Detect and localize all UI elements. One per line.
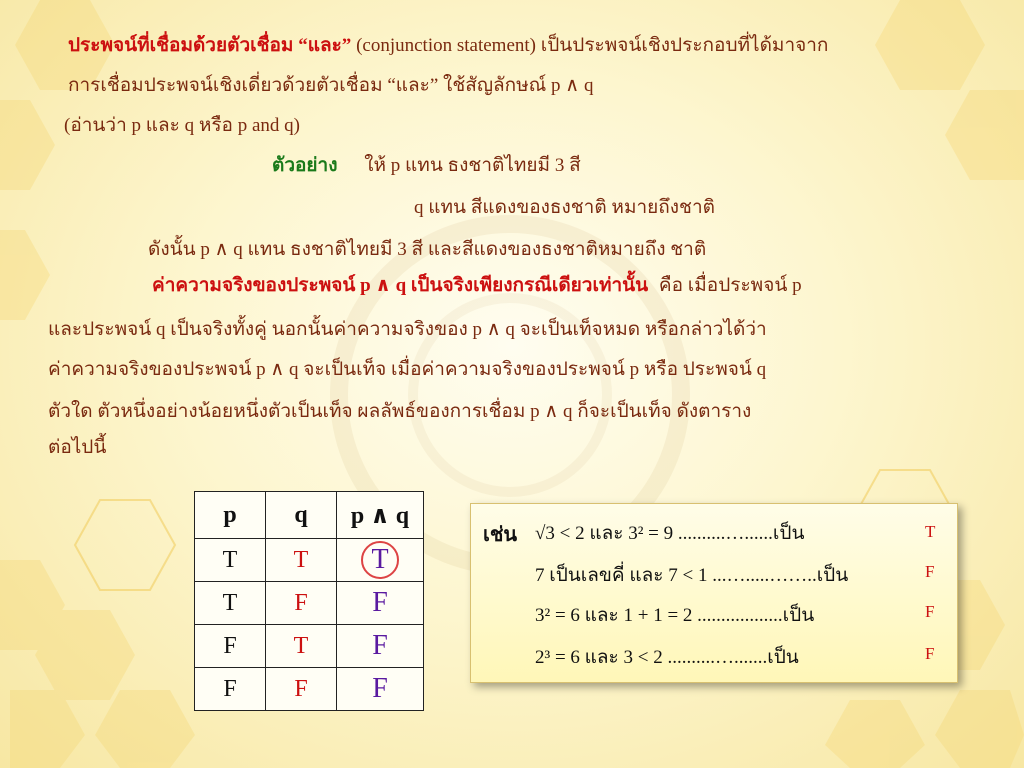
example-item-2: 7 เป็นเลขคี่ และ 7 < 1 ...….....……..เป็น xyxy=(535,565,849,586)
cell-q: F xyxy=(266,582,337,625)
cell-p: T xyxy=(195,582,266,625)
intro-line-3: (อ่านว่า p และ q หรือ p and q) xyxy=(64,115,300,136)
example-item-2-value: F xyxy=(925,562,935,581)
example-item-3: 3² = 6 และ 1 + 1 = 2 ..................เป็น xyxy=(535,605,815,626)
example-p-line xyxy=(272,150,581,180)
header-p-and-q: p ∧ q xyxy=(337,492,424,539)
cell-q: T xyxy=(266,539,337,582)
cell-result: F xyxy=(337,582,424,625)
example-q-line: q แทน สีแดงของธงชาติ หมายถึงชาติ xyxy=(414,197,715,218)
cell-result: F xyxy=(337,668,424,711)
intro-line-1-rest: (conjunction statement) เป็นประพจน์เชิงประกอบที่ได้มาจาก xyxy=(356,35,829,56)
table-row xyxy=(195,582,424,625)
truth-value-line-3: ค่าความจริงของประพจน์ p ∧ q จะเป็นเท็จ เมื่อค่าความจริงของประพจน์ p หรือ ประพจน์ q xyxy=(48,359,767,380)
example-label: ตัวอย่าง xyxy=(272,155,338,176)
example-item-1-value: T xyxy=(925,522,936,541)
example-item-3-value: F xyxy=(925,602,935,621)
header-p: p xyxy=(195,492,266,539)
truth-table xyxy=(194,491,424,711)
truth-value-line-2: และประพจน์ q เป็นจริงทั้งคู่ นอกนั้นค่าความจริงของ p ∧ q จะเป็นเท็จหมด หรือกล่าวได้ว่า xyxy=(48,319,767,340)
circled-result: T xyxy=(361,541,399,579)
conjunction-term: ประพจน์ที่เชื่อมด้วยตัวเชื่อม xyxy=(68,35,294,56)
examples-box xyxy=(470,503,958,683)
table-row xyxy=(195,625,424,668)
cell-result xyxy=(337,539,424,582)
cell-result: F xyxy=(337,625,424,668)
and-quote: “และ” xyxy=(298,35,352,56)
truth-table-header xyxy=(195,492,424,539)
intro-line-2: การเชื่อมประพจน์เชิงเดี่ยวด้วยตัวเชื่อม “และ” ใช้สัญลักษณ์ p ∧ q xyxy=(68,75,594,96)
header-q: q xyxy=(266,492,337,539)
table-row xyxy=(195,668,424,711)
example-result-line: ดังนั้น p ∧ q แทน ธงชาติไทยมี 3 สี และสีแดงของธงชาติหมายถึง ชาติ xyxy=(148,239,707,260)
example-item-1: √3 < 2 และ 3² = 9 ..........…......เป็น xyxy=(535,523,805,544)
truth-value-line-4: ตัวใด ตัวหนึ่งอย่างน้อยหนึ่งตัวเป็นเท็จ ผลลัพธ์ของการเชื่อม p ∧ q ก็จะเป็นเท็จ ดังตาราง xyxy=(48,401,752,422)
cell-p: F xyxy=(195,668,266,711)
truth-value-highlight: ค่าความจริงของประพจน์ p ∧ q เป็นจริงเพียงกรณีเดียวเท่านั้น xyxy=(152,275,649,296)
truth-value-line-5: ต่อไปนี้ xyxy=(48,437,107,458)
cell-q: F xyxy=(266,668,337,711)
example-item-4-value: F xyxy=(925,644,935,663)
table-row xyxy=(195,539,424,582)
examples-label: เช่น xyxy=(483,524,518,546)
example-p-text: ให้ p แทน ธงชาติไทยมี 3 สี xyxy=(364,155,581,176)
truth-value-line-1 xyxy=(152,270,802,300)
cell-q: T xyxy=(266,625,337,668)
example-item-4: 2³ = 6 และ 3 < 2 ..........….......เป็น xyxy=(535,647,799,668)
truth-value-line-1-rest: คือ เมื่อประพจน์ p xyxy=(658,275,802,296)
cell-p: T xyxy=(195,539,266,582)
cell-p: F xyxy=(195,625,266,668)
intro-line-1 xyxy=(68,30,828,60)
